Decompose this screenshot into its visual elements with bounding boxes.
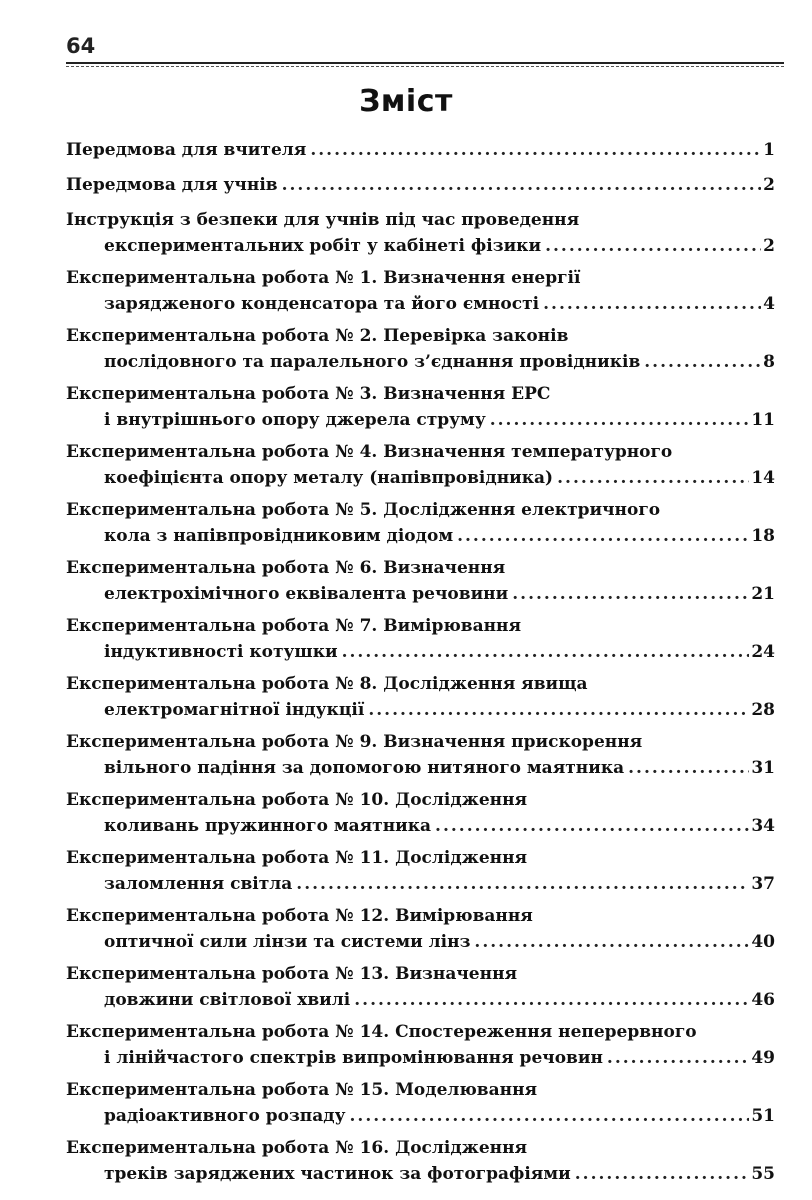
toc-entry-line xyxy=(66,613,775,639)
toc-entry-line xyxy=(66,755,775,781)
toc-page-number: 8 xyxy=(763,352,775,372)
toc-entry-line xyxy=(66,555,775,581)
toc-entry-text: Експериментальна робота № 7. Вимірювання xyxy=(66,616,522,636)
dot-leader xyxy=(282,172,762,198)
dot-leader xyxy=(543,291,761,317)
toc-entry xyxy=(66,323,775,375)
toc-entry-text: Передмова для учнів xyxy=(66,175,278,195)
toc-entry xyxy=(66,381,775,433)
dot-leader xyxy=(368,697,749,723)
dot-leader xyxy=(457,523,749,549)
toc-page-number: 2 xyxy=(763,236,775,256)
toc-page-number: 2 xyxy=(763,175,775,195)
toc-entry-line xyxy=(66,1077,775,1103)
toc-entry-text: Інструкція з безпеки для учнів під час проведення xyxy=(66,210,580,230)
toc-entry xyxy=(66,172,775,198)
dot-leader xyxy=(575,1161,750,1187)
toc-entry-line xyxy=(66,845,775,871)
toc-entry-text: Експериментальна робота № 9. Визначення прискорення xyxy=(66,732,643,752)
toc-entry xyxy=(66,1019,775,1071)
toc-entry-line xyxy=(66,961,775,987)
toc-entry-text: електрохімічного еквівалента речовини xyxy=(104,584,509,604)
dot-leader xyxy=(435,813,749,839)
toc-entry xyxy=(66,903,775,955)
dot-leader xyxy=(349,1103,749,1129)
toc-entry-line xyxy=(66,581,775,607)
toc-entry-line xyxy=(66,323,775,349)
toc-entry-line xyxy=(66,729,775,755)
toc-entry-text: Експериментальна робота № 14. Спостереження неперервного xyxy=(66,1022,697,1042)
toc-entry-text: Експериментальна робота № 6. Визначення xyxy=(66,558,506,578)
toc-entry xyxy=(66,671,775,723)
toc-entry-text: Експериментальна робота № 16. Дослідження xyxy=(66,1138,528,1158)
toc-entry-text: радіоактивного розпаду xyxy=(104,1106,346,1126)
toc-entry-text: кола з напівпровідниковим діодом xyxy=(104,526,454,546)
dot-leader xyxy=(296,871,749,897)
toc-entry-text: електромагнітної індукції xyxy=(104,700,365,720)
toc-entry-line xyxy=(66,291,775,317)
toc-entry-line xyxy=(66,787,775,813)
toc-entry-text: Експериментальна робота № 12. Вимірювання xyxy=(66,906,533,926)
toc-entry-text: Передмова для вчителя xyxy=(66,140,307,160)
header-rule-dashed xyxy=(66,66,784,67)
toc-entry-text: Експериментальна робота № 10. Дослідження xyxy=(66,790,528,810)
toc-entry-line xyxy=(66,381,775,407)
toc-entry-text: Експериментальна робота № 13. Визначення xyxy=(66,964,518,984)
toc-entry-text: треків заряджених частинок за фотографіями xyxy=(104,1164,571,1184)
toc-page-number: 28 xyxy=(751,700,775,720)
toc-page-number: 31 xyxy=(751,758,775,778)
dot-leader xyxy=(310,137,761,163)
toc-entry xyxy=(66,207,775,259)
toc-entry-text: послідовного та паралельного з’єднання провідників xyxy=(104,352,641,372)
toc-entry xyxy=(66,787,775,839)
table-of-contents xyxy=(66,137,775,1193)
toc-entry-line xyxy=(66,871,775,897)
toc-page-number: 40 xyxy=(751,932,775,952)
toc-entry-text: заломлення світла xyxy=(104,874,293,894)
toc-page-number: 51 xyxy=(751,1106,775,1126)
toc-entry-line xyxy=(66,497,775,523)
toc-page-number: 1 xyxy=(763,140,775,160)
dot-leader xyxy=(512,581,749,607)
toc-entry xyxy=(66,497,775,549)
header-rule xyxy=(66,62,784,64)
toc-entry-line xyxy=(66,987,775,1013)
toc-entry-text: Експериментальна робота № 4. Визначення температурного xyxy=(66,442,673,462)
toc-page-number: 21 xyxy=(751,584,775,604)
toc-page-number: 18 xyxy=(751,526,775,546)
toc-entry xyxy=(66,1077,775,1129)
toc-entry-line xyxy=(66,233,775,259)
toc-entry-line xyxy=(66,265,775,291)
toc-page-number: 46 xyxy=(751,990,775,1010)
toc-entry-line xyxy=(66,207,775,233)
toc-entry xyxy=(66,137,775,163)
toc-entry xyxy=(66,845,775,897)
toc-entry-line xyxy=(66,697,775,723)
toc-entry-text: Експериментальна робота № 5. Дослідження електричного xyxy=(66,500,661,520)
toc-entry xyxy=(66,961,775,1013)
page-number: 64 xyxy=(66,34,96,58)
toc-page-number: 24 xyxy=(751,642,775,662)
dot-leader xyxy=(354,987,749,1013)
toc-entry-line xyxy=(66,671,775,697)
dot-leader xyxy=(644,349,761,375)
toc-entry-text: коефіцієнта опору металу (напівпровідника) xyxy=(104,468,554,488)
toc-entry-text: довжини світлової хвилі xyxy=(104,990,351,1010)
toc-page-number: 4 xyxy=(763,294,775,314)
toc-entry-line xyxy=(66,172,775,198)
dot-leader xyxy=(607,1045,749,1071)
toc-entry-text: Експериментальна робота № 2. Перевірка законів xyxy=(66,326,569,346)
dot-leader xyxy=(557,465,749,491)
toc-entry xyxy=(66,729,775,781)
toc-entry-line xyxy=(66,523,775,549)
toc-entry-text: Експериментальна робота № 11. Дослідження xyxy=(66,848,528,868)
toc-page-number: 14 xyxy=(751,468,775,488)
toc-entry-text: коливань пружинного маятника xyxy=(104,816,432,836)
toc-entry-text: Експериментальна робота № 8. Дослідження явища xyxy=(66,674,588,694)
toc-page-number: 34 xyxy=(751,816,775,836)
dot-leader xyxy=(490,407,750,433)
toc-entry-text: вільного падіння за допомогою нитяного маятника xyxy=(104,758,625,778)
toc-entry-line xyxy=(66,465,775,491)
toc-entry-text: і лінійчастого спектрів випромінювання речовин xyxy=(104,1048,603,1068)
page-title: Зміст xyxy=(359,84,453,119)
toc-entry-line xyxy=(66,1103,775,1129)
toc-page-number: 37 xyxy=(751,874,775,894)
toc-entry-text: Експериментальна робота № 15. Моделювання xyxy=(66,1080,538,1100)
toc-entry-text: Експериментальна робота № 3. Визначення ЕРС xyxy=(66,384,551,404)
toc-page-number: 11 xyxy=(751,410,775,430)
toc-entry-line xyxy=(66,349,775,375)
dot-leader xyxy=(628,755,749,781)
toc-entry xyxy=(66,265,775,317)
toc-entry-line xyxy=(66,929,775,955)
toc-entry-text: зарядженого конденсатора та його ємності xyxy=(104,294,540,314)
toc-entry-line xyxy=(66,1161,775,1187)
toc-entry-text: індуктивності котушки xyxy=(104,642,338,662)
toc-entry-line xyxy=(66,1019,775,1045)
toc-entry-line xyxy=(66,439,775,465)
toc-entry-text: Експериментальна робота № 1. Визначення енергії xyxy=(66,268,581,288)
toc-entry-line xyxy=(66,137,775,163)
toc-entry-line xyxy=(66,1135,775,1161)
toc-entry-line xyxy=(66,813,775,839)
toc-entry xyxy=(66,439,775,491)
dot-leader xyxy=(342,639,750,665)
toc-entry-line xyxy=(66,407,775,433)
toc-entry-line xyxy=(66,639,775,665)
toc-entry-text: експериментальних робіт у кабінеті фізики xyxy=(104,236,542,256)
toc-page-number: 55 xyxy=(751,1164,775,1184)
toc-entry-text: оптичної сили лінзи та системи лінз xyxy=(104,932,471,952)
dot-leader xyxy=(545,233,761,259)
toc-page-number: 49 xyxy=(751,1048,775,1068)
toc-entry xyxy=(66,1135,775,1187)
toc-entry xyxy=(66,555,775,607)
toc-entry xyxy=(66,613,775,665)
dot-leader xyxy=(474,929,749,955)
toc-entry-line xyxy=(66,903,775,929)
toc-entry-text: і внутрішнього опору джерела струму xyxy=(104,410,486,430)
toc-entry-line xyxy=(66,1045,775,1071)
